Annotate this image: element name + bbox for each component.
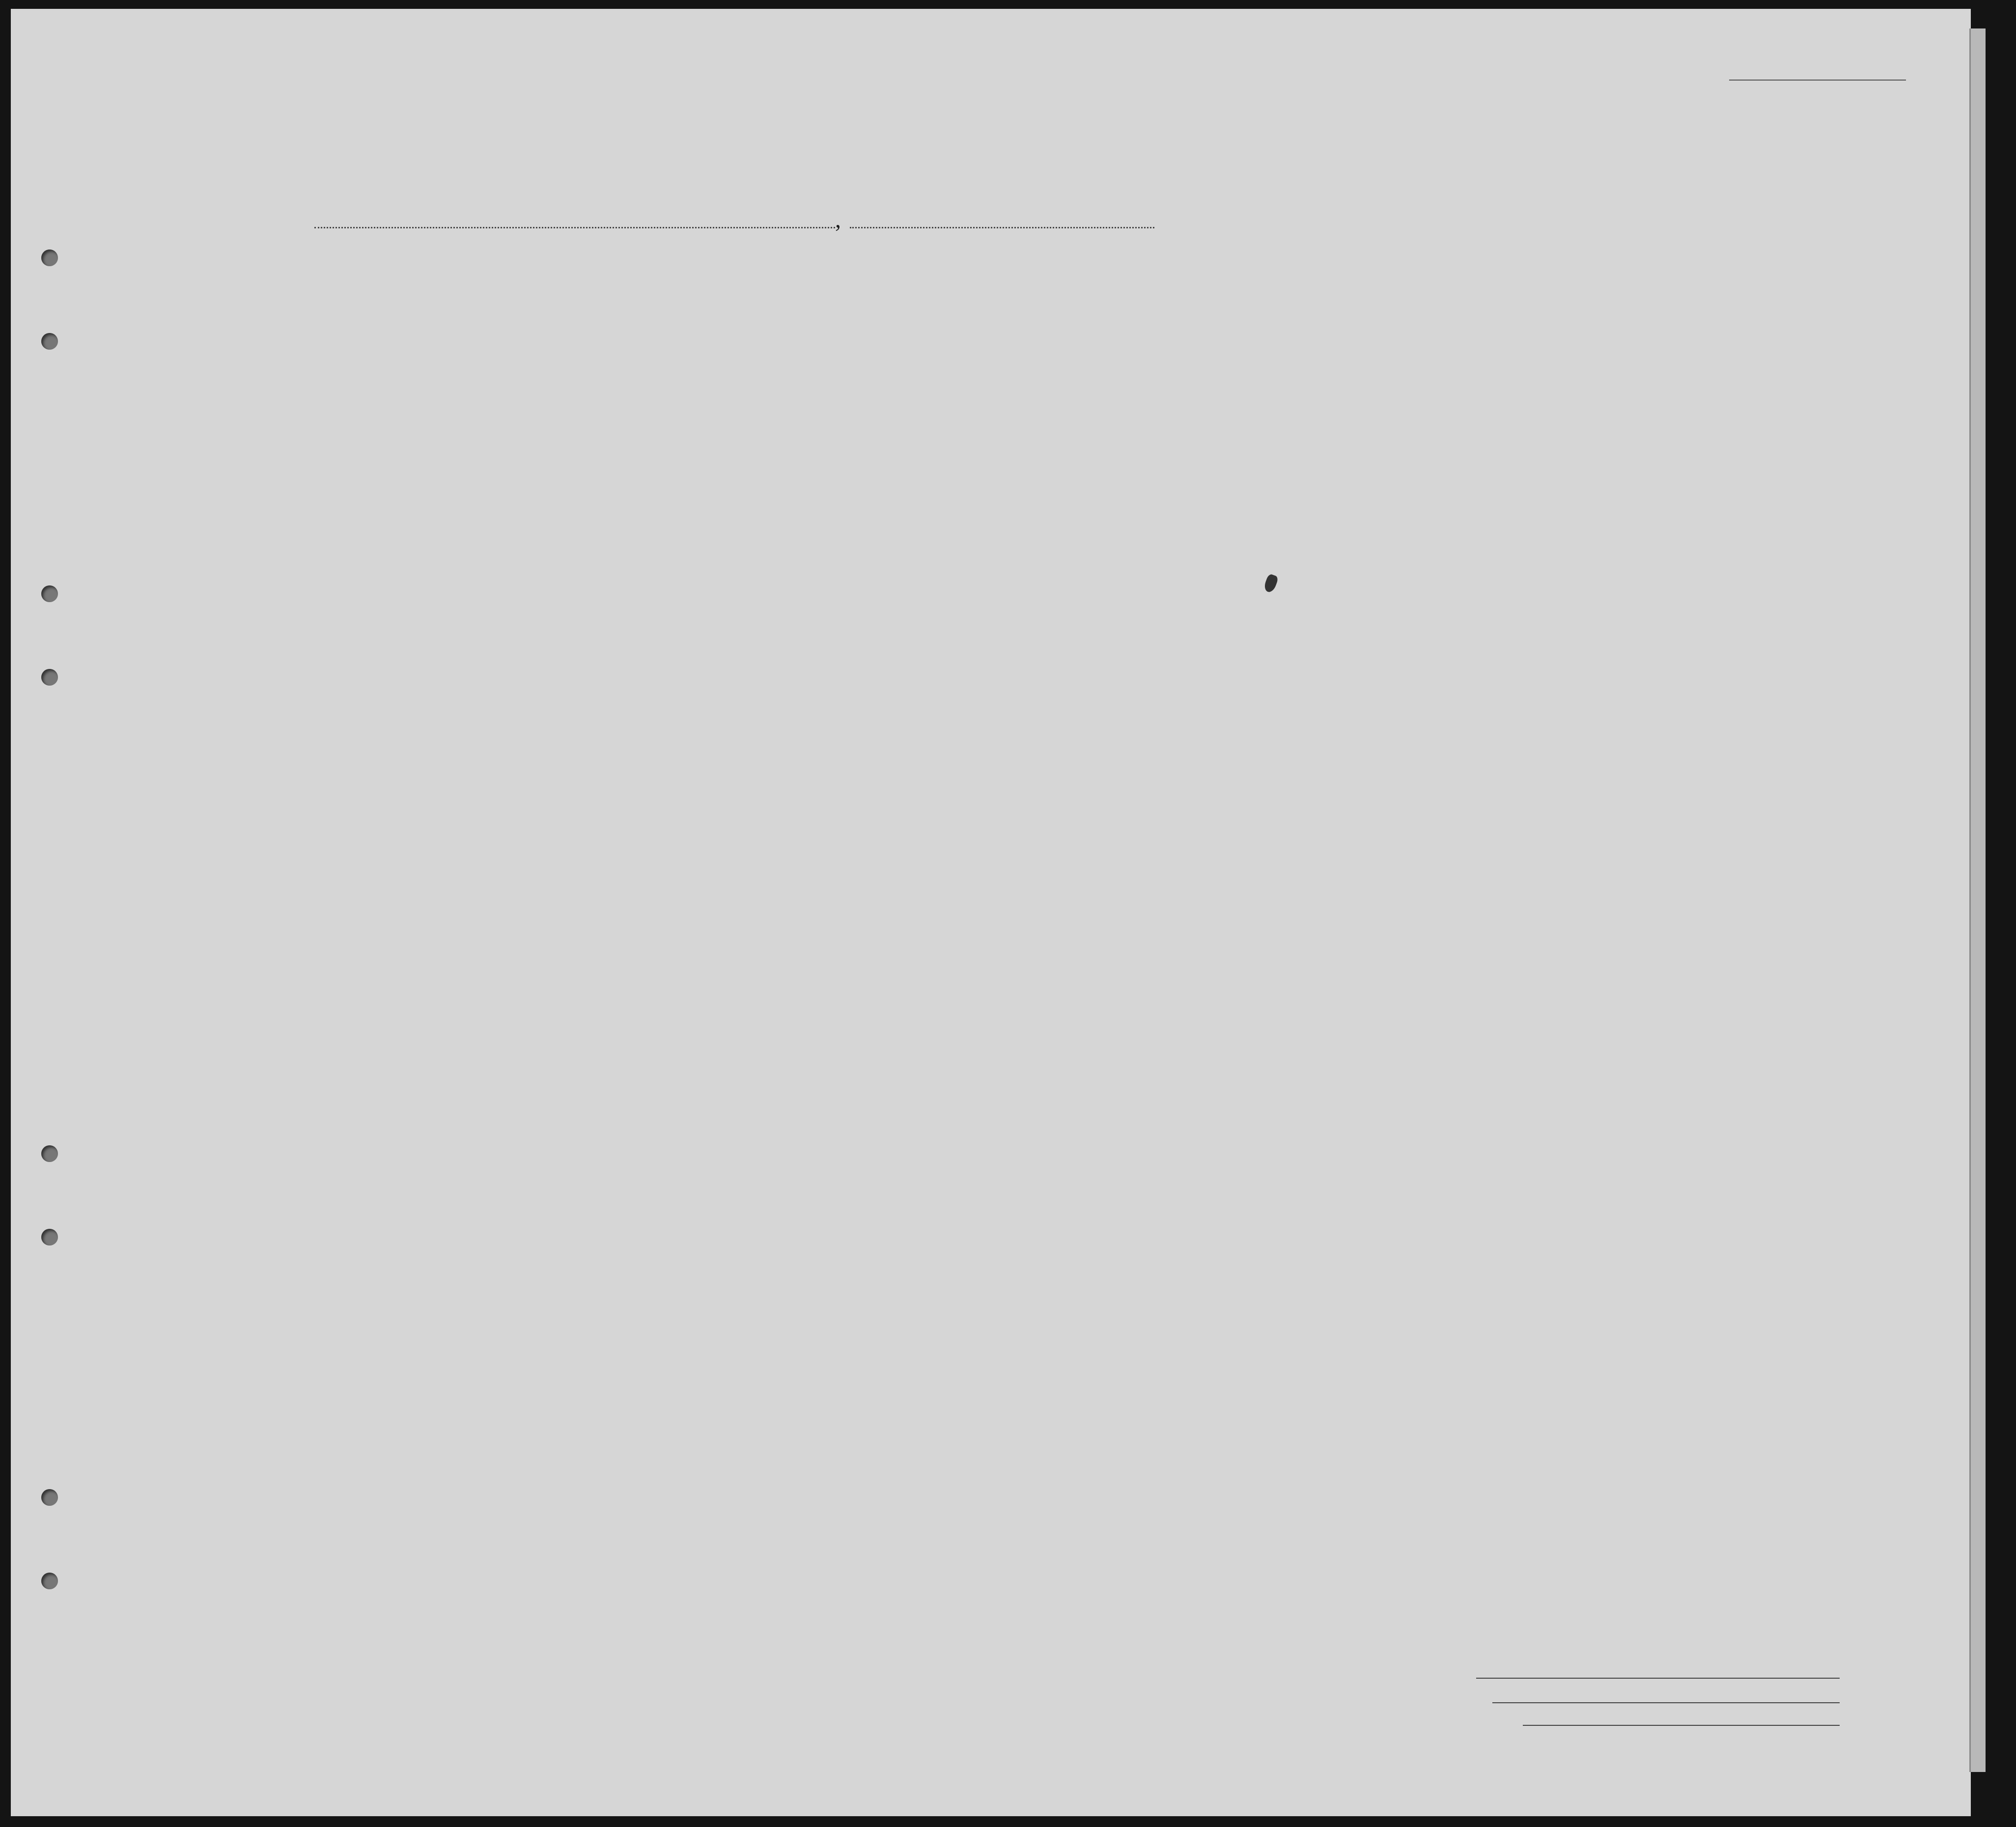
header-q29: [1405, 295, 1437, 417]
header-anarchist: [1319, 300, 1339, 417]
header-purpose-b: [1177, 309, 1194, 410]
header-prison: [1252, 304, 1286, 417]
footer-owners-rule: [1492, 1702, 1840, 1703]
footer-line-rule: [1476, 1678, 1840, 1679]
header-polygamist: [1295, 300, 1315, 417]
header-purpose-a: [1136, 309, 1152, 410]
header-inches: [1625, 373, 1654, 408]
arrival-comma: ,: [835, 207, 841, 233]
header-ticket: [560, 292, 580, 420]
header-q31: [1461, 295, 1476, 417]
footer-agents-rule: [1523, 1725, 1840, 1726]
header-possession-50: [678, 287, 700, 420]
header-purpose-c: [1220, 309, 1237, 410]
header-q28: [1346, 295, 1400, 417]
header-q30: [1441, 295, 1456, 417]
